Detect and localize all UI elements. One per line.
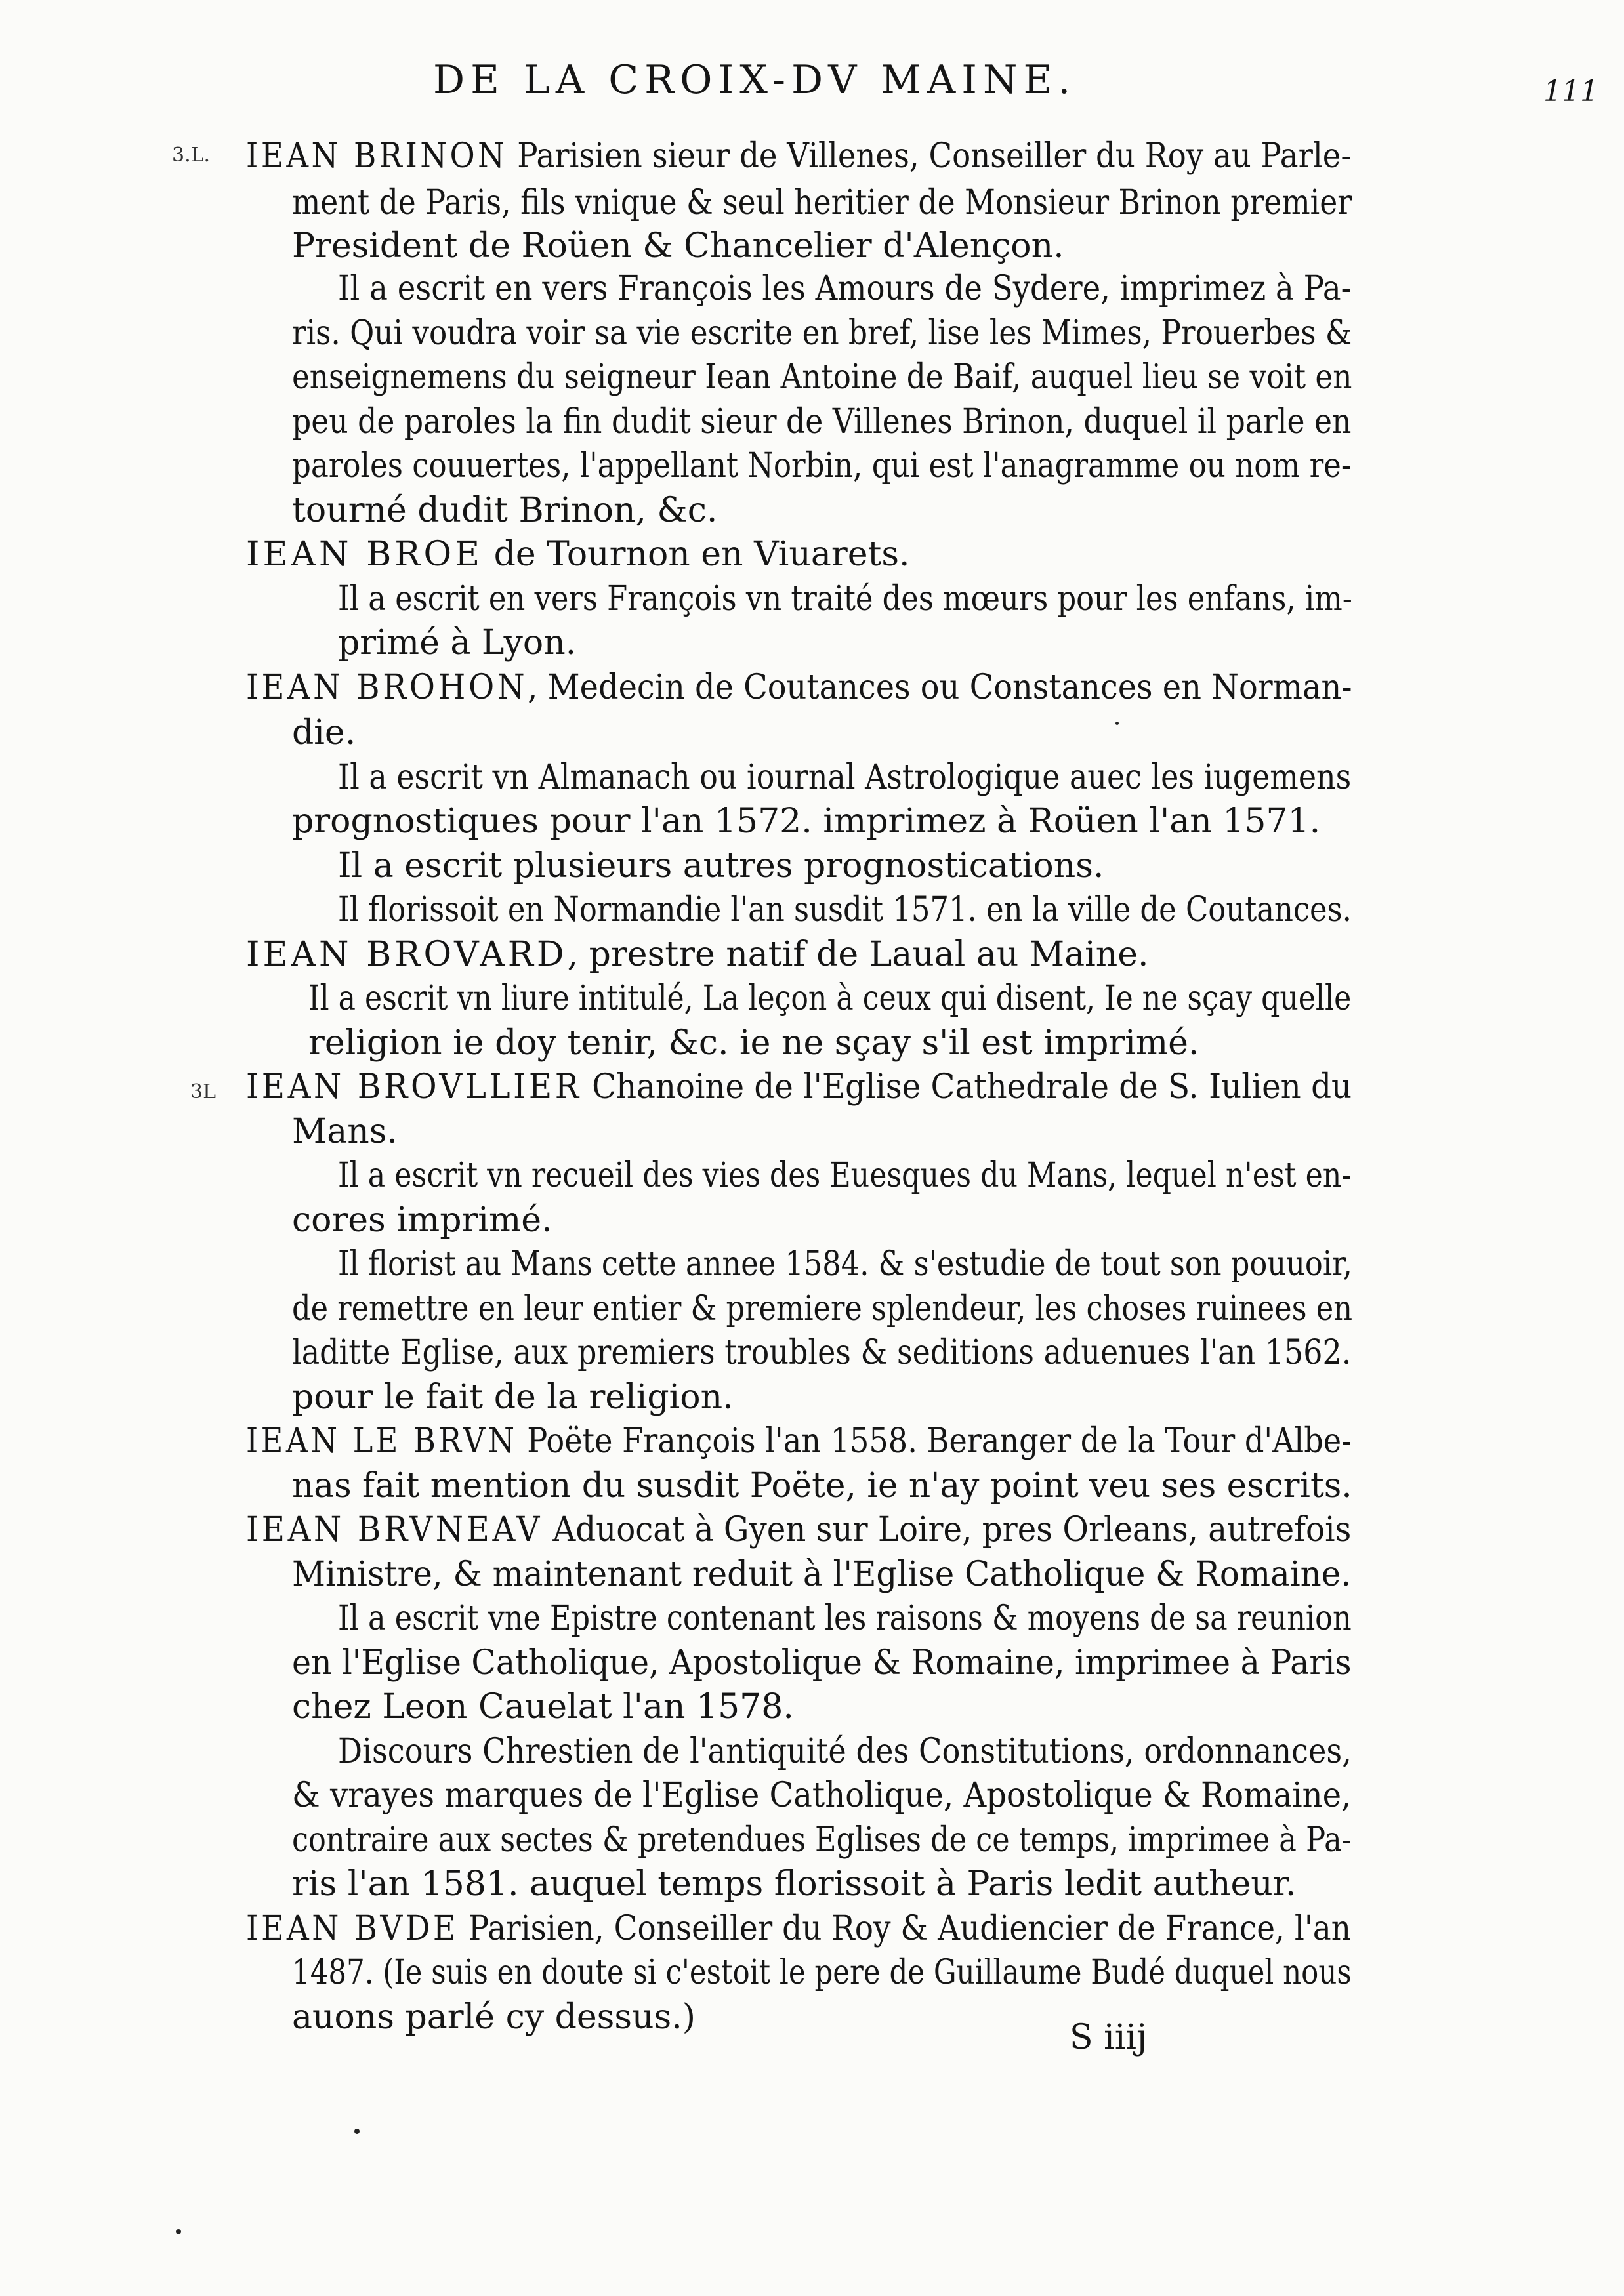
line-text: Parisien sieur de Villenes, Conseiller du Roy au Parle- (507, 136, 1352, 176)
line-text: Il a escrit vn Almanach ou iournal Astrologique auec les iugemens (338, 758, 1352, 797)
line-text: ris. Qui voudra voir sa vie escrite en bref, lise les Mimes, Prouerbes & (292, 314, 1352, 353)
text-line (338, 579, 1352, 619)
entry-heading-line (246, 1909, 1352, 1948)
line-text: en l'Eglise Catholique, Apostolique & Romaine, imprimee à Paris (292, 1643, 1352, 1683)
line-text: , prestre natif de Laual au Maine. (567, 935, 1149, 974)
line-text: contraire aux sectes & pretendues Eglises de ce temps, imprimee à Pa- (292, 1820, 1352, 1860)
line-text: pour le fait de la religion. (292, 1378, 734, 1417)
text-line (292, 713, 356, 752)
line-text: peu de paroles la fin dudit sieur de Villenes Brinon, duquel il parle en (292, 402, 1352, 441)
line-text: primé à Lyon. (338, 623, 577, 663)
ink-speck (176, 2229, 181, 2234)
line-text: de Tournon en Viuarets. (483, 535, 910, 574)
text-line (338, 1734, 1352, 1769)
line-text: cores imprimé. (292, 1200, 552, 1240)
line-text: Poëte François l'an 1558. Beranger de la Tour d'Albe- (517, 1422, 1352, 1461)
line-text: religion ie doy tenir, &c. ie ne sçay s'il est imprimé. (308, 1023, 1199, 1063)
line-text: Aduocat à Gyen sur Loire, pres Orleans, autrefois (543, 1510, 1352, 1549)
entry-heading-line (246, 1067, 1352, 1107)
text-line (292, 1289, 1352, 1328)
line-text: Il a escrit vne Epistre contenant les raisons & moyens de sa reunion (338, 1599, 1352, 1638)
text-line (292, 802, 1321, 841)
line-text: President de Roüen & Chancelier d'Alençon. (292, 226, 1064, 266)
line-text: prognostiques pour l'an 1572. imprimez à Roüen l'an 1571. (292, 802, 1321, 841)
line-text: laditte Eglise, aux premiers troubles & seditions aduenues l'an 1562. (292, 1333, 1352, 1372)
author-name: IEAN BRINON (246, 136, 508, 176)
text-line (338, 1244, 1352, 1284)
line-text: chez Leon Cauelat l'an 1578. (292, 1687, 794, 1727)
ink-speck (1115, 722, 1119, 725)
line-text: auons parlé cy dessus.) (292, 1998, 696, 2037)
entry-heading-line (246, 937, 1149, 972)
ink-speck (354, 2129, 360, 2134)
author-name: IEAN BROVLLIER (246, 1067, 582, 1107)
text-line (292, 1778, 1351, 1813)
text-line (292, 1687, 794, 1727)
line-text: ris l'an 1581. auquel temps florissoit à Paris ledit autheur. (292, 1864, 1297, 1904)
text-line (338, 758, 1352, 797)
signature-mark: S iiij (1070, 2018, 1148, 2057)
line-text: Discours Chrestien de l'antiquité des Constitutions, ordonnances, (338, 1732, 1352, 1771)
entry-heading-line (246, 136, 1352, 176)
line-text: Il a escrit plusieurs autres prognostications. (338, 846, 1104, 886)
text-line (292, 402, 1352, 441)
text-line (292, 1953, 1352, 1992)
text-line (292, 358, 1352, 397)
text-line (338, 1599, 1352, 1638)
text-line (292, 1820, 1352, 1860)
text-line (292, 446, 1352, 485)
text-line (338, 623, 577, 663)
entry-heading-line (246, 670, 1352, 705)
line-text: , Medecin de Coutances ou Constances en Norman- (528, 668, 1352, 707)
entry-heading-line (246, 535, 910, 574)
line-text: Il a escrit en vers François vn traité des mœurs pour les enfans, im- (338, 579, 1352, 619)
text-line (338, 269, 1352, 308)
author-name: IEAN LE BRVN (246, 1422, 518, 1461)
margin-mark: 3L (190, 1080, 217, 1103)
text-line (292, 491, 718, 530)
text-line (292, 1112, 398, 1151)
text-line (292, 1998, 696, 2037)
author-name: IEAN BVDE (246, 1909, 459, 1948)
line-text: Il florissoit en Normandie l'an susdit 1571. en la ville de Coutances. (338, 890, 1352, 930)
text-line (292, 226, 1064, 266)
line-text: paroles couuertes, l'appellant Norbin, qui est l'anagramme ou nom re- (292, 446, 1352, 485)
text-line (338, 846, 1104, 886)
line-text: Parisien, Conseiller du Roy & Audiencier de France, l'an (458, 1909, 1352, 1948)
line-text: Ministre, & maintenant reduit à l'Eglise Catholique & Romaine. (292, 1555, 1352, 1594)
text-line (338, 890, 1352, 930)
line-text: Il a escrit en vers François les Amours de Sydere, imprimez à Pa- (338, 269, 1352, 308)
line-text: Il a escrit vn recueil des vies des Euesques du Mans, lequel n'est en- (338, 1156, 1352, 1195)
line-text: nas fait mention du susdit Poëte, ie n'ay point veu ses escrits. (292, 1466, 1352, 1506)
text-line (308, 1023, 1199, 1063)
author-name: IEAN BROE (246, 535, 484, 574)
line-text: Il a escrit vn liure intitulé, La leçon à ceux qui disent, Ie ne sçay quelle (308, 979, 1352, 1018)
text-line (292, 1555, 1352, 1594)
text-line (292, 1466, 1352, 1506)
author-name: IEAN BRVNEAV (246, 1510, 543, 1549)
page-number: 111 (1543, 75, 1598, 108)
text-line (292, 1200, 552, 1240)
text-line (292, 1643, 1352, 1683)
line-text: de remettre en leur entier & premiere splendeur, les choses ruinees en (292, 1289, 1352, 1328)
author-name: IEAN BROHON (246, 668, 528, 707)
line-text: Il florist au Mans cette annee 1584. & s'estudie de tout son pouuoir, (338, 1244, 1352, 1284)
line-text: die. (292, 713, 356, 752)
text-line (292, 1864, 1297, 1904)
line-text: Chanoine de l'Eglise Cathedrale de S. Iulien du (581, 1067, 1352, 1107)
text-line (338, 1158, 1351, 1193)
text-line (292, 1333, 1352, 1372)
author-name: IEAN BROVARD (246, 935, 568, 974)
text-line (292, 183, 1352, 222)
line-text: tourné dudit Brinon, &c. (292, 491, 718, 530)
entry-heading-line (246, 1422, 1352, 1461)
entry-heading-line (246, 1510, 1352, 1549)
line-text: ment de Paris, fils vnique & seul heritier de Monsieur Brinon premier (292, 183, 1352, 222)
line-text: 1487. (Ie suis en doute si c'estoit le pere de Guillaume Budé duquel nous (292, 1953, 1352, 1992)
line-text: Mans. (292, 1112, 398, 1151)
margin-mark: 3.L. (172, 144, 211, 167)
line-text: enseignemens du seigneur Iean Antoine de Baif, auquel lieu se voit en (292, 358, 1352, 397)
text-line (292, 314, 1352, 353)
text-line (308, 979, 1352, 1018)
running-title: DE LA CROIX-DV MAINE. (433, 57, 1077, 103)
text-line (292, 1378, 734, 1417)
line-text: & vrayes marques de l'Eglise Catholique, Apostolique & Romaine, (292, 1776, 1352, 1815)
